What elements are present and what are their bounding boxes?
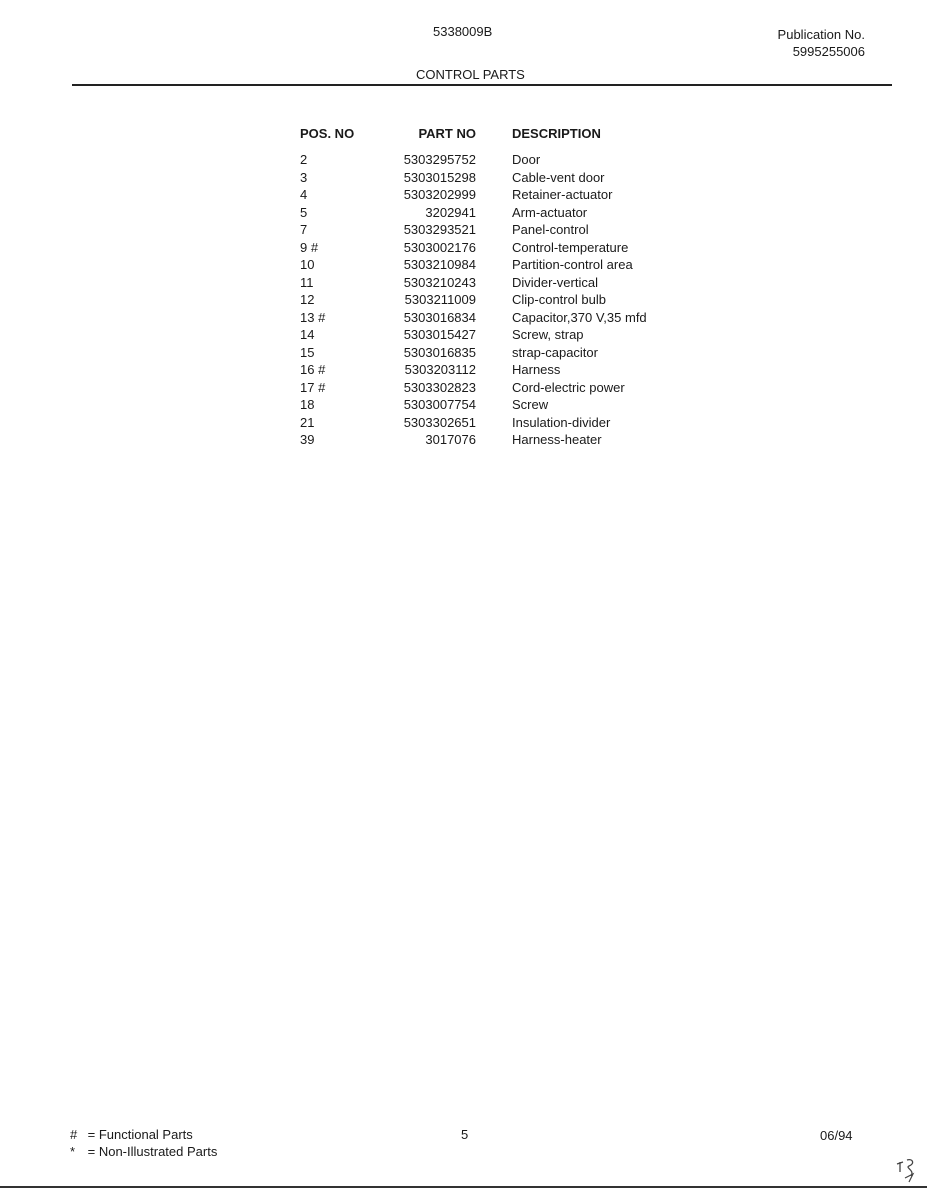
- publication-label: Publication No.: [777, 27, 865, 42]
- description-cell: Divider-vertical: [512, 274, 598, 290]
- footer-divider: [0, 1186, 927, 1188]
- footer-legend: [70, 1126, 217, 1160]
- section-title: CONTROL PARTS: [416, 67, 525, 82]
- table-row: [300, 274, 647, 292]
- pos-cell: 5: [300, 204, 308, 220]
- table-header-row: [300, 126, 647, 151]
- part-cell: 5303210984: [403, 257, 476, 272]
- description-cell: Partition-control area: [512, 257, 633, 272]
- pos-cell: 4: [300, 187, 308, 202]
- description-cell: Screw, strap: [512, 327, 584, 342]
- page-number: 5: [461, 1127, 469, 1142]
- table-row: [300, 221, 647, 239]
- part-cell: 5303302651: [403, 414, 476, 430]
- description-cell: Door: [512, 152, 541, 167]
- description-cell: Harness: [512, 362, 561, 377]
- description-cell: strap-capacitor: [512, 344, 598, 360]
- legend-functional: [70, 1126, 217, 1143]
- description-cell: Capacitor,370 V,35 mfd: [512, 309, 647, 325]
- legend-non-illustrated: [70, 1143, 217, 1160]
- table-row: [300, 186, 647, 204]
- pos-cell: 21: [300, 414, 315, 430]
- column-header-description: DESCRIPTION: [512, 126, 601, 141]
- description-cell: Retainer-actuator: [512, 187, 613, 202]
- part-cell: 5303016834: [403, 309, 476, 325]
- pos-cell: 39: [300, 432, 315, 447]
- description-cell: Cord-electric power: [512, 379, 625, 395]
- table-row: [300, 344, 647, 362]
- table-row: [300, 239, 647, 257]
- part-cell: 5303015298: [403, 169, 476, 185]
- part-cell: 5303210243: [403, 274, 476, 290]
- legend-symbol: #: [70, 1127, 78, 1142]
- pos-cell: 9 #: [300, 239, 319, 255]
- table-row: [300, 396, 647, 414]
- publication-number: 5995255006: [792, 44, 865, 59]
- description-cell: Control-temperature: [512, 239, 629, 255]
- table-row: [300, 414, 647, 432]
- part-cell: 5303002176: [403, 239, 476, 255]
- part-cell: 5303203112: [404, 362, 476, 377]
- part-cell: 3017076: [425, 432, 476, 447]
- pos-cell: 11: [300, 274, 314, 290]
- model-number: 5338009B: [433, 24, 493, 39]
- pos-cell: 16 #: [300, 362, 326, 377]
- table-row: [300, 291, 647, 309]
- part-cell: 5303211009: [404, 292, 476, 307]
- table-row: [300, 309, 647, 327]
- pos-cell: 7: [300, 222, 308, 237]
- part-cell: 5303302823: [403, 379, 476, 395]
- parts-table: [300, 126, 647, 449]
- part-cell: 5303295752: [403, 152, 476, 167]
- pos-cell: 17 #: [300, 379, 326, 395]
- date: 06/94: [820, 1128, 853, 1143]
- pos-cell: 10: [300, 257, 315, 272]
- table-row: [300, 151, 647, 169]
- part-cell: 5303016835: [403, 344, 476, 360]
- table-row: [300, 204, 647, 222]
- pos-cell: 14: [300, 327, 315, 342]
- part-cell: 5303293521: [403, 222, 476, 237]
- table-row: [300, 326, 647, 344]
- handwritten-mark-icon: [893, 1156, 923, 1184]
- description-cell: Screw: [512, 397, 549, 412]
- pos-cell: 15: [300, 344, 315, 360]
- table-row: [300, 169, 647, 187]
- legend-text: = Non-Illustrated Parts: [87, 1144, 218, 1159]
- part-cell: 3202941: [425, 204, 476, 220]
- column-header-part: PART NO: [418, 126, 476, 141]
- table-row: [300, 256, 647, 274]
- pos-cell: 12: [300, 292, 315, 307]
- pos-cell: 13 #: [300, 309, 326, 325]
- pos-cell: 18: [300, 397, 315, 412]
- pos-cell: 3: [300, 169, 308, 185]
- column-header-pos: POS. NO: [300, 126, 355, 141]
- table-row: [300, 379, 647, 397]
- description-cell: Harness-heater: [512, 432, 602, 447]
- description-cell: Cable-vent door: [512, 169, 605, 185]
- description-cell: Clip-control bulb: [512, 292, 606, 307]
- pos-cell: 2: [300, 152, 308, 167]
- description-cell: Panel-control: [512, 222, 589, 237]
- part-cell: 5303202999: [403, 187, 476, 202]
- header-divider: [72, 84, 892, 86]
- description-cell: Arm-actuator: [512, 204, 588, 220]
- table-row: [300, 361, 647, 379]
- legend-symbol: *: [70, 1144, 76, 1159]
- description-cell: Insulation-divider: [512, 414, 611, 430]
- part-cell: 5303015427: [403, 327, 476, 342]
- table-row: [300, 431, 647, 449]
- part-cell: 5303007754: [403, 397, 476, 412]
- legend-text: = Functional Parts: [87, 1127, 193, 1142]
- publication-block: [778, 26, 865, 60]
